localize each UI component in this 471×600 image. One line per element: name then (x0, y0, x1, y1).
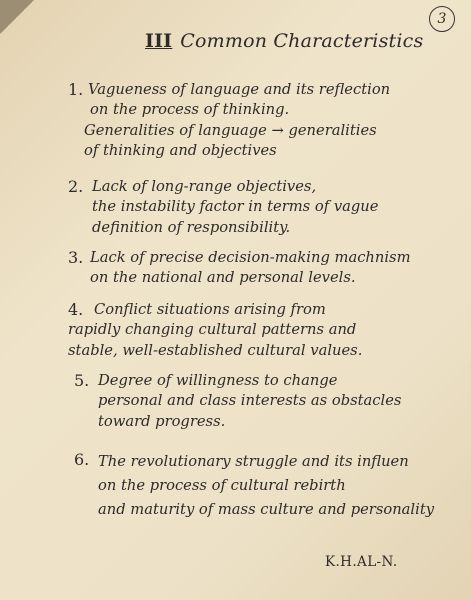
item-line: Degree of willingness to change (98, 372, 338, 389)
item-line: and maturity of mass culture and personality (98, 501, 435, 518)
item-line: of thinking and objectives (84, 142, 277, 160)
list-item (68, 300, 468, 362)
item-line: definition of responsibility. (92, 218, 291, 236)
item-line: the instability factor in terms of vague (92, 198, 379, 216)
section-numeral: III (145, 30, 173, 52)
item-number: 4. (68, 300, 84, 319)
list-item (68, 80, 468, 162)
folded-corner (0, 0, 34, 34)
list-item (68, 450, 468, 524)
author-signature: K.H.AL-N. (325, 554, 398, 570)
page-title (145, 30, 423, 52)
item-line: The revolutionary struggle and its influen (98, 453, 409, 470)
characteristics-list (68, 80, 468, 524)
page-number: 3 (429, 6, 455, 32)
list-item (68, 371, 468, 433)
item-line: Lack of long-range objectives, (92, 178, 317, 195)
item-line: Lack of precise decision-making machnism (90, 249, 411, 266)
item-line: personal and class interests as obstacles (98, 392, 402, 410)
section-title: Common Characteristics (180, 30, 424, 52)
item-line: Generalities of language → generalities (84, 121, 377, 139)
item-number: 3. (68, 248, 84, 267)
item-line: toward progress. (98, 412, 226, 430)
item-line: rapidly changing cultural patterns and (68, 321, 357, 339)
list-item (68, 177, 468, 239)
item-number: 1. (68, 80, 84, 99)
list-item (68, 248, 468, 289)
item-number: 5. (74, 371, 90, 390)
item-line: on the national and personal levels. (90, 269, 356, 287)
item-number: 2. (68, 177, 84, 196)
item-line: on the process of thinking. (90, 101, 290, 119)
item-line: stable, well-established cultural values. (68, 341, 363, 359)
item-line: Vagueness of language and its reflection (88, 81, 391, 98)
item-line: Conflict situations arising from (94, 301, 326, 318)
item-number: 6. (74, 450, 90, 469)
item-line: on the process of cultural rebirth (98, 477, 346, 494)
